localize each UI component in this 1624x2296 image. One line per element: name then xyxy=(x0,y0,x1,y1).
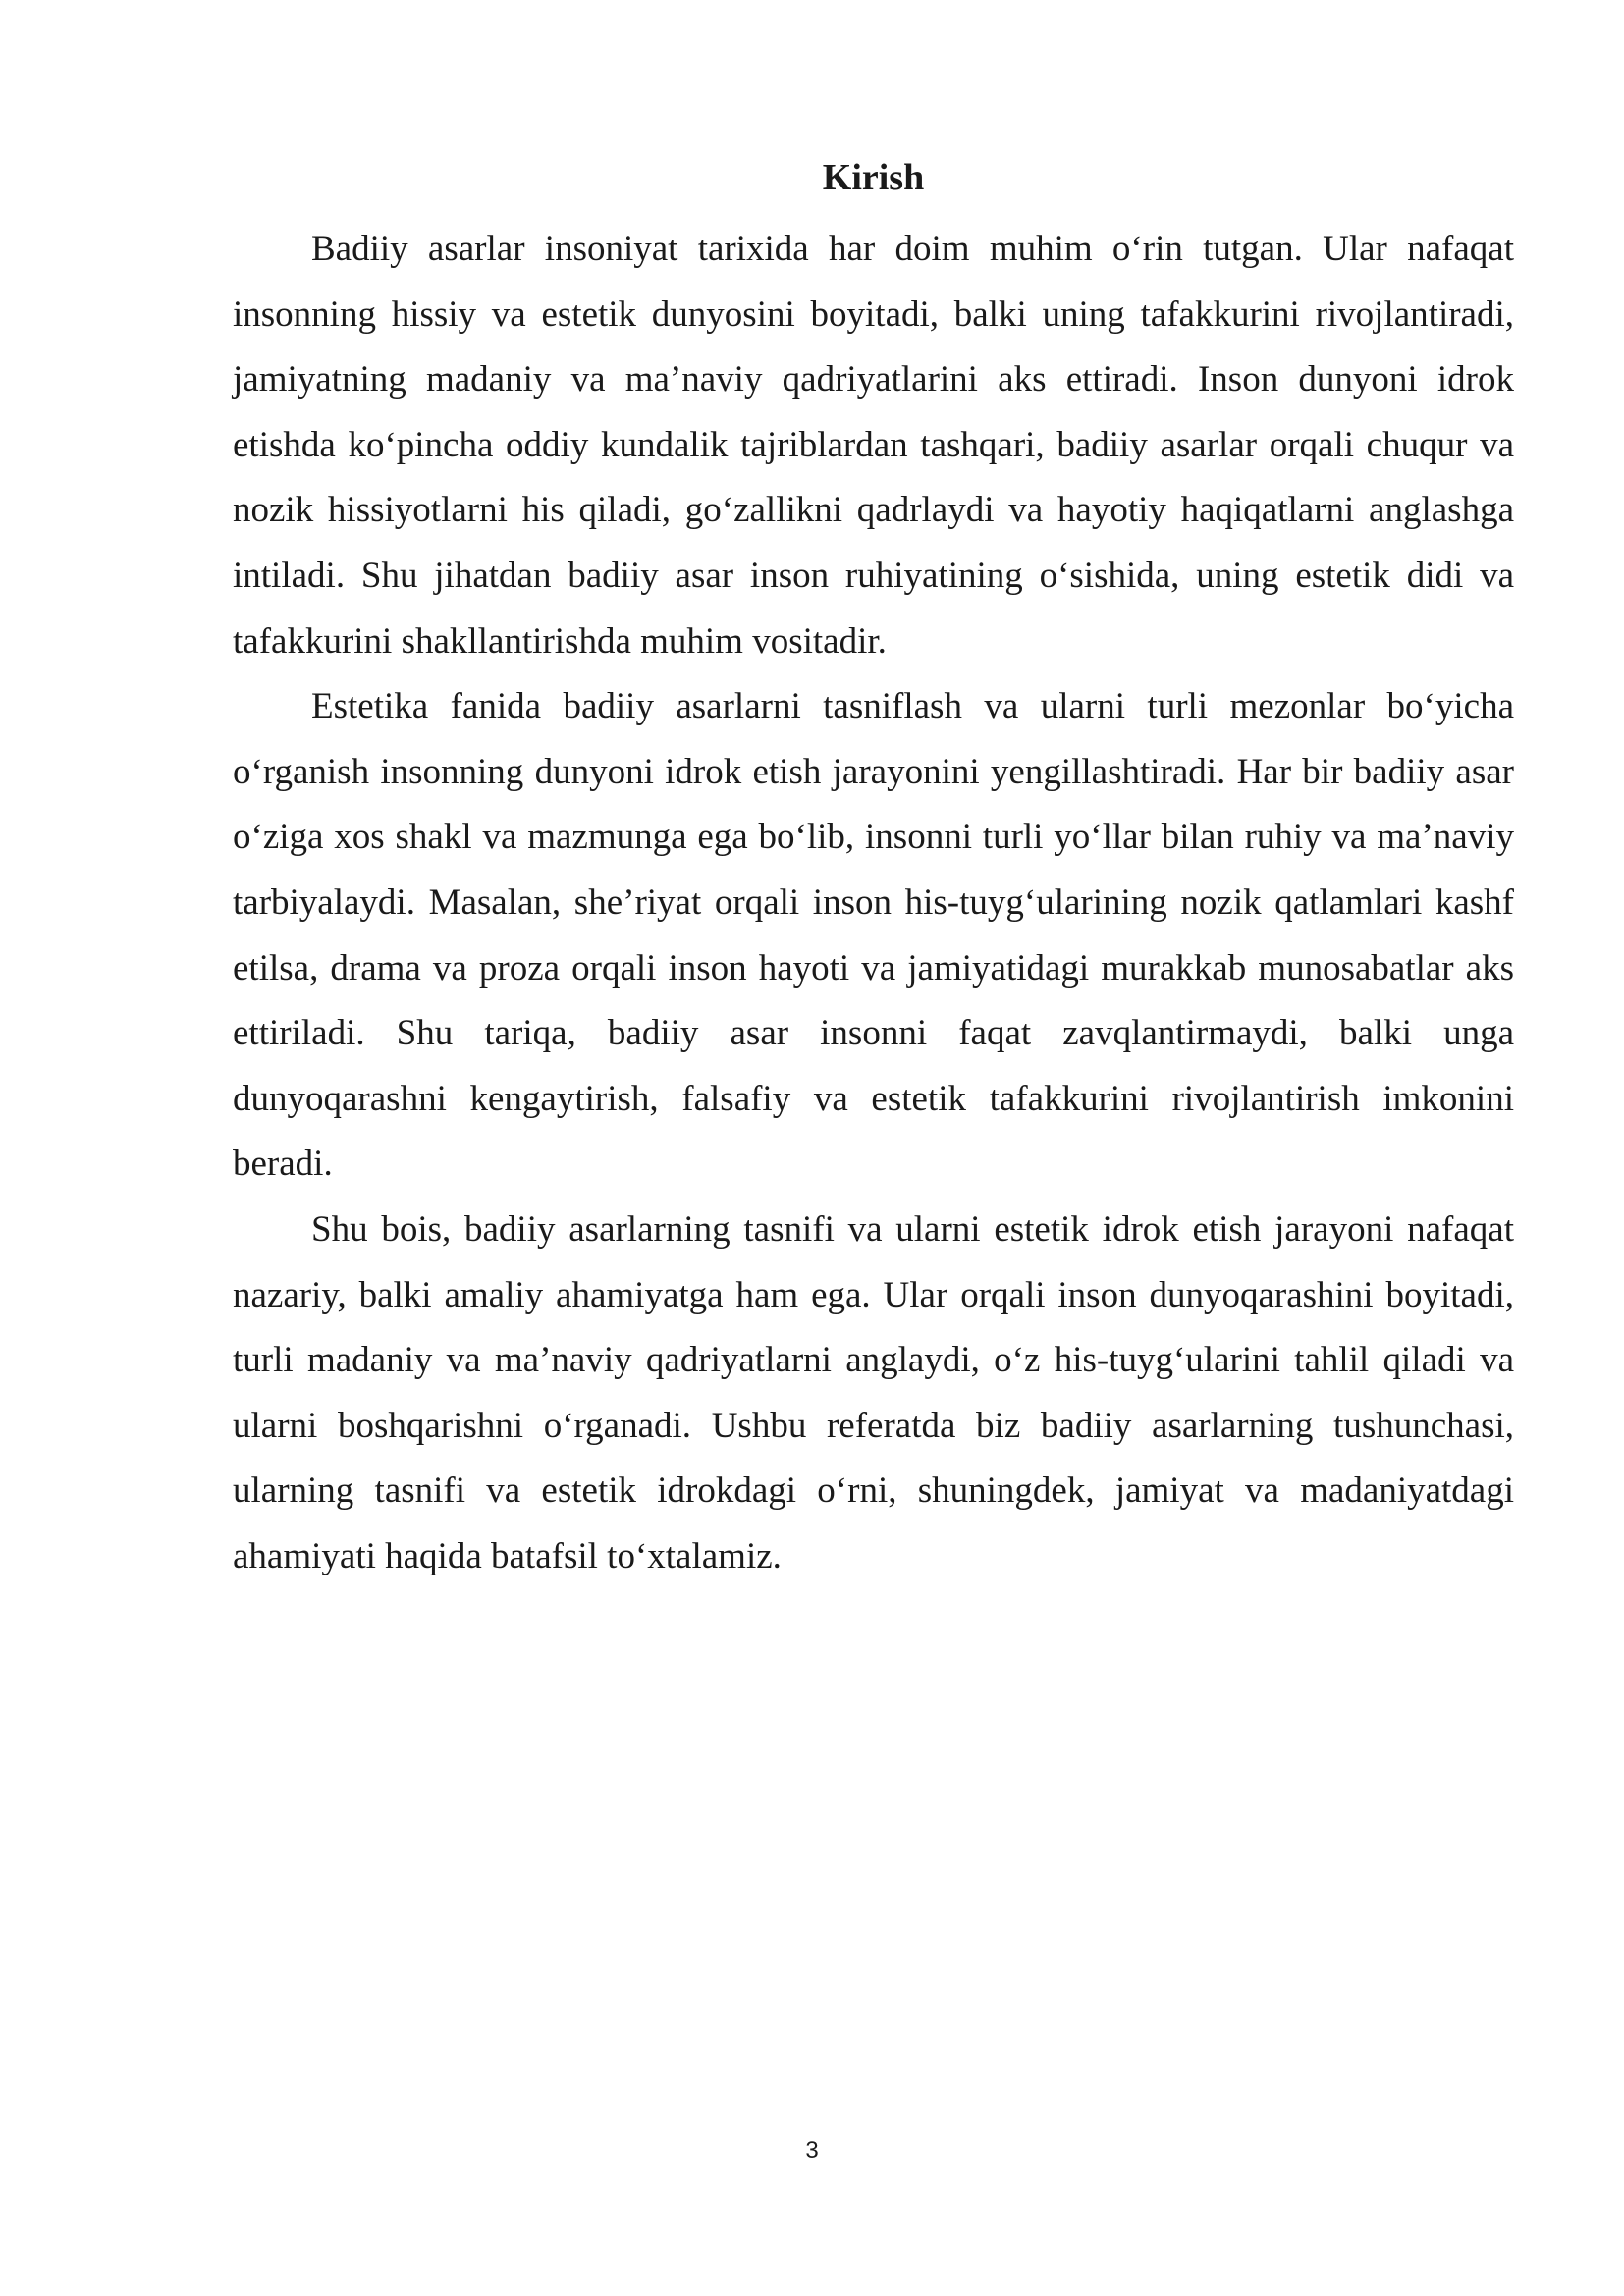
paragraph-3: Shu bois, badiiy asarlarning tasnifi va ularni estetik idrok etish jarayoni nafaqat nazariy, balki amaliy ahamiyatga ham ega. Ular orqali inson dunyoqarashini boyitadi, turli madaniy va ma’naviy qadriyatlarni anglaydi, o‘z his-tuyg‘ularini tahlil qiladi va ularni boshqarishni o‘rganadi. Ushbu referatda biz badiiy asarlarning tushunchasi, ularning tasnifi va estetik idrokdagi o‘rni, shuningdek, jamiyat va madaniyatdagi ahamiyati haqida batafsil to‘xtalamiz. xyxy=(233,1208,1514,1576)
paragraph-2: Estetika fanida badiiy asarlarni tasniflash va ularni turli mezonlar bo‘yicha o‘rganish insonning dunyoni idrok etish jarayonini yengillashtiradi. Har bir badiiy asar o‘ziga xos shakl va mazmunga ega bo‘lib, insonni turli yo‘llar bilan ruhiy va ma’naviy tarbiyalaydi. Masalan, she’riyat orqali inson his-tuyg‘ularining nozik qatlamlari kashf etilsa, drama va proza orqali inson hayoti va jamiyatidagi murakkab munosabatlar aks ettiriladi. Shu tariqa, badiiy asar insonni faqat zavqlantirmaydi, balki unga dunyoqarashni kengaytirish, falsafiy va estetik tafakkurini rivojlantirish imkonini beradi. xyxy=(233,686,1514,1185)
page-number: 3 xyxy=(805,2137,819,2163)
section-heading: Kirish xyxy=(822,157,925,198)
paragraph-1: Badiiy asarlar insoniyat tarixida har doim muhim o‘rin tutgan. Ular nafaqat insonning hissiy va estetik dunyosini boyitadi, balki uning tafakkurini rivojlantiradi, jamiyatning madaniy va ma’naviy qadriyatlarini aks ettiradi. Inson dunyoni idrok etishda ko‘pincha oddiy kundalik tajriblardan tashqari, badiiy asarlar orqali chuqur va nozik hissiyotlarni his qiladi, go‘zallikni qadrlaydi va hayotiy haqiqatlarni anglashga intiladi. Shu jihatdan badiiy asar inson ruhiyatining o‘sishida, uning estetik didi va tafakkurini shakllantirishda muhim vositadir. xyxy=(233,229,1514,662)
page-content xyxy=(233,152,1514,1589)
